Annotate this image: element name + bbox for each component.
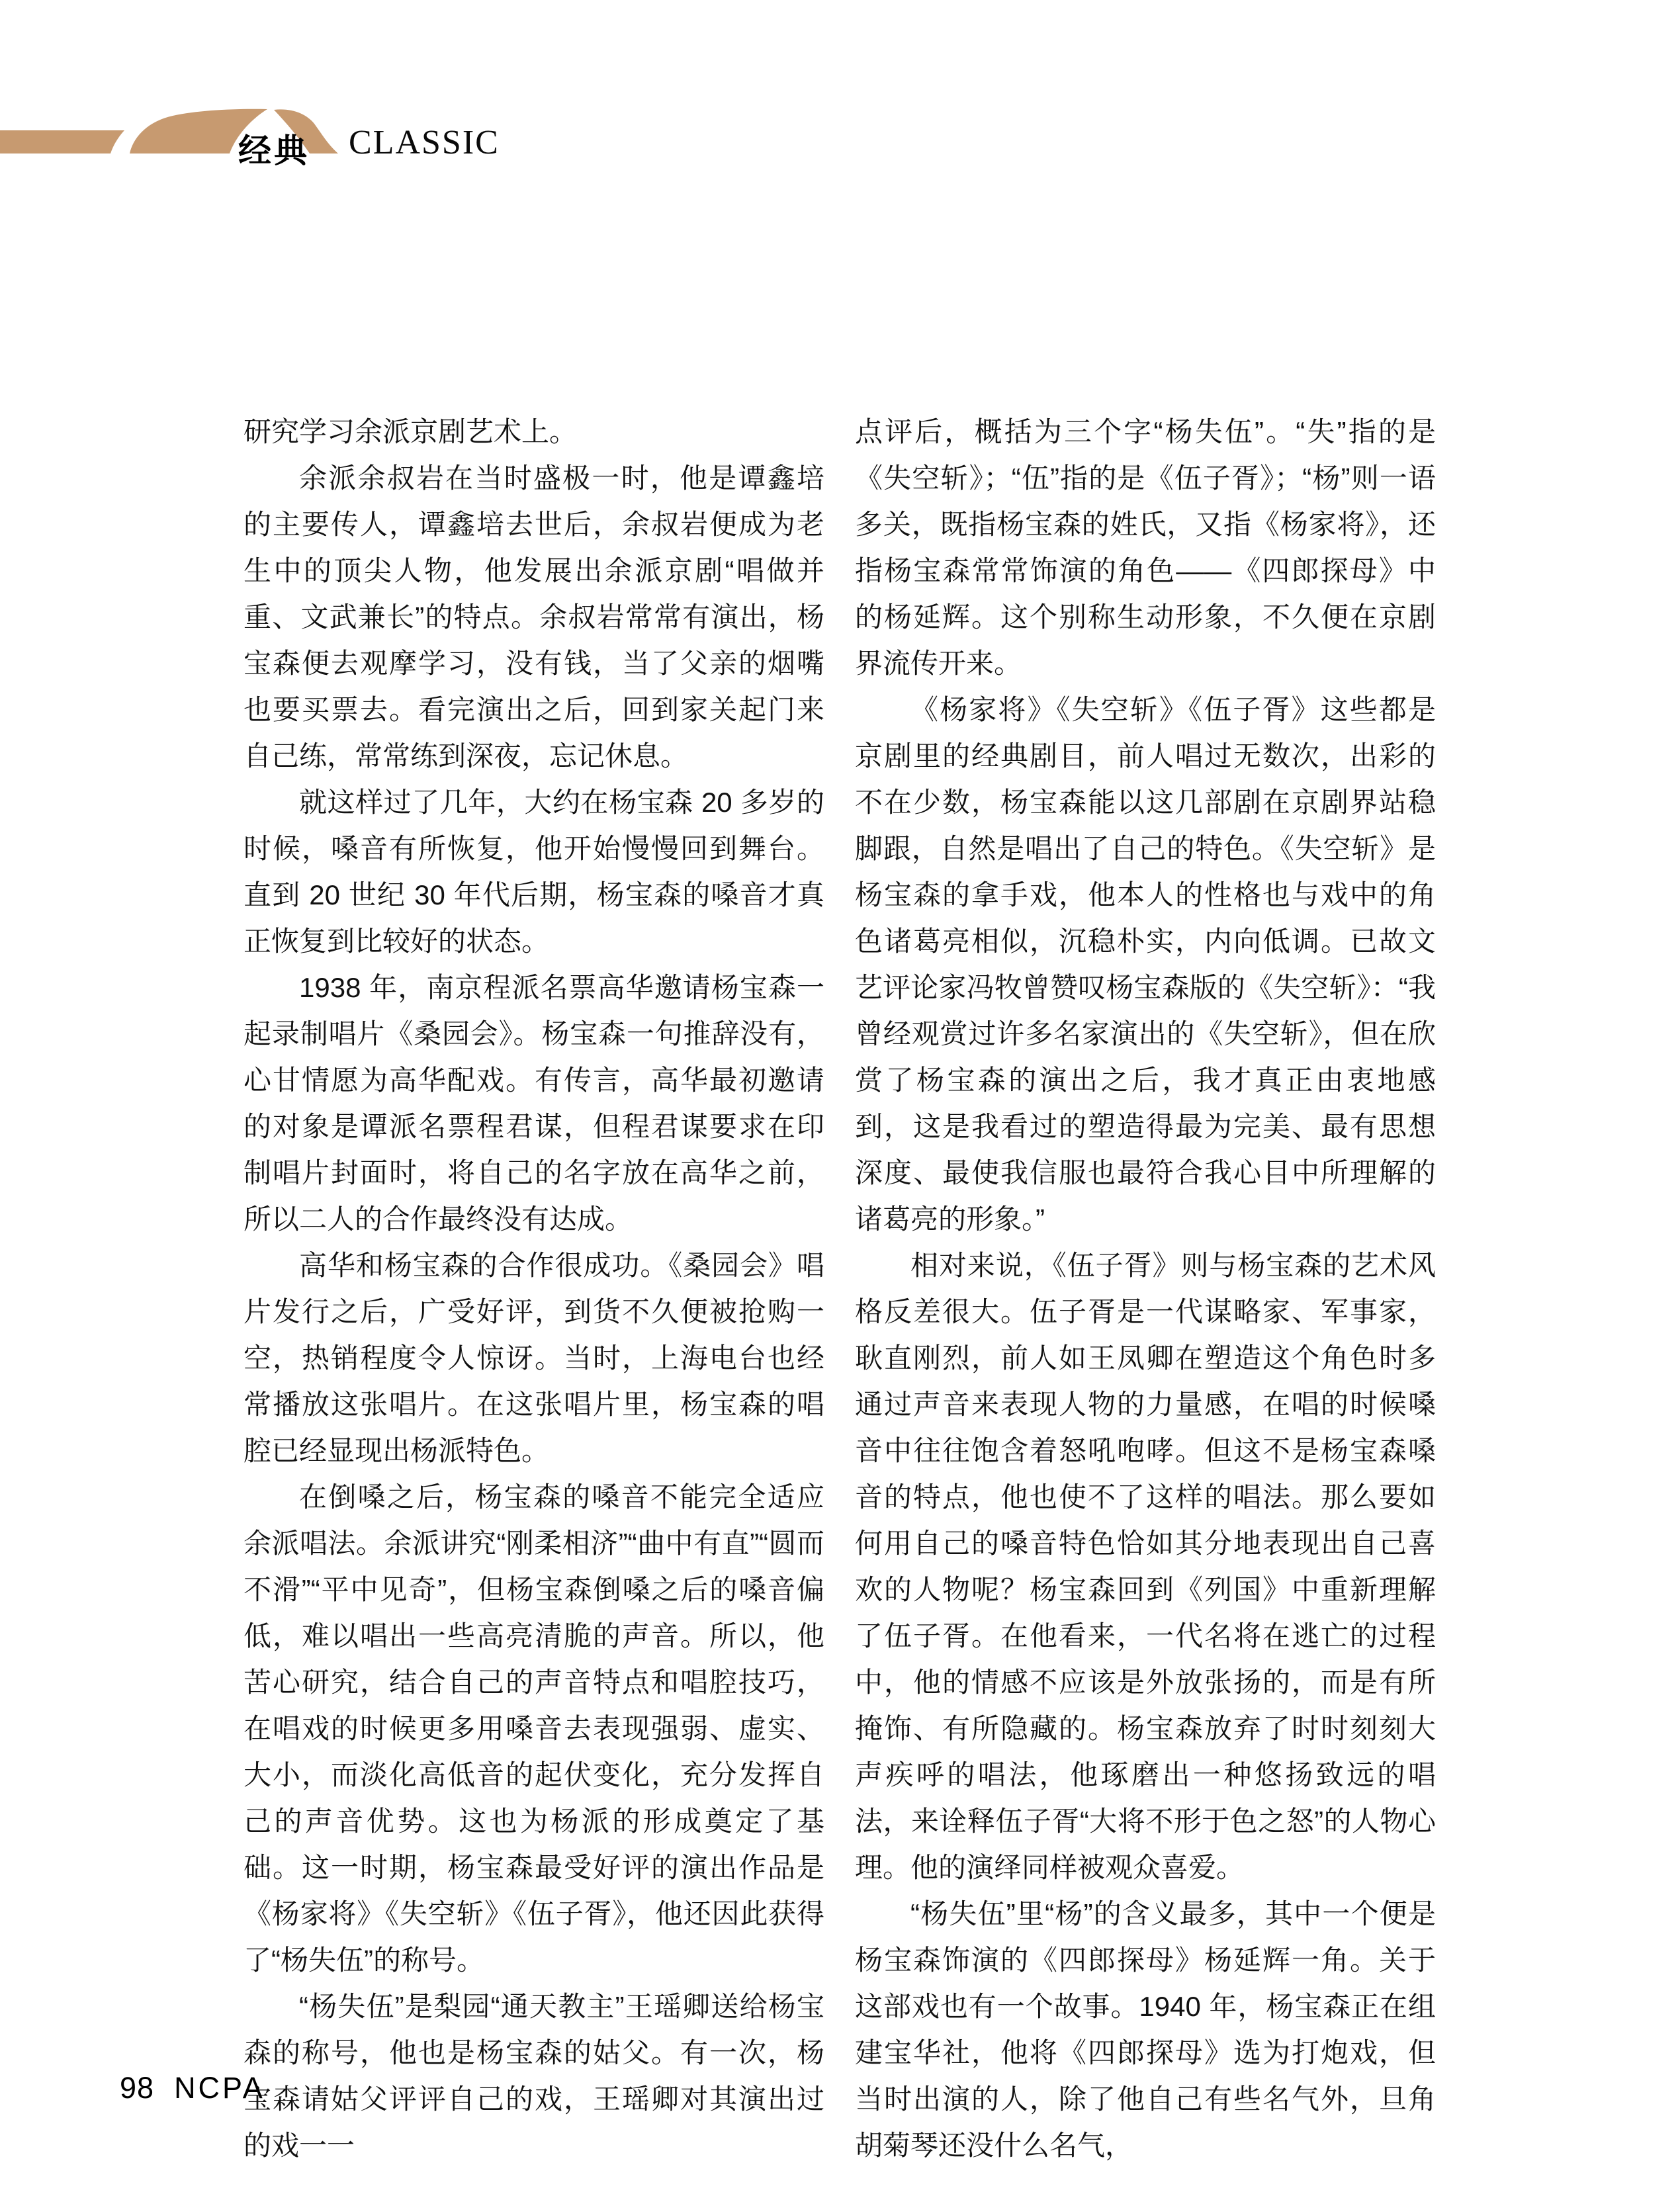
paragraph: 相对来说，《伍子胥》则与杨宝森的艺术风格反差很大。伍子胥是一代谋略家、军事家，耿直刚烈，前人如王凤卿在塑造这个角色时多通过声音来表现人物的力量感，在唱的时候嗓音中往往饱含着怒吼咆哮。但这不是杨宝森嗓音的特点，他也使不了这样的唱法。那么要如何用自己的嗓音特色恰如其分地表现出自己喜欢的人物呢？杨宝森回到《列国》中重新理解了伍子胥。在他看来，一代名将在逃亡的过程中，他的情感不应该是外放张扬的，而是有所掩饰、有所隐藏的。杨宝森放弃了时时刻刻大声疾呼的唱法，他琢磨出一种悠扬致远的唱法，来诠释伍子胥“大将不形于色之怒”的人物心理。他的演绎同样被观众喜爱。: [855, 1250, 1436, 1883]
paragraph: 研究学习余派京剧艺术上。: [243, 416, 578, 447]
page-footer: [120, 2071, 265, 2105]
section-title-cn: 经典: [238, 132, 310, 169]
paragraph: 在倒嗓之后，杨宝森的嗓音不能完全适应余派唱法。余派讲究“刚柔相济”“曲中有直”“圆而不滑”“平中见奇”，但杨宝森倒嗓之后的嗓音偏低，难以唱出一些高亮清脆的声音。所以，他苦心研究，结合自己的声音特点和唱腔技巧，在唱戏的时候更多用嗓音去表现强弱、虚实、大小，而淡化高低音的起伏变化，充分发挥自己的声音优势。这也为杨派的形成奠定了基础。这一时期，杨宝森最受好评的演出作品是《杨家将》《失空斩》《伍子胥》，他还因此获得了“杨失伍”的称号。: [243, 1481, 824, 1976]
paragraph: 余派余叔岩在当时盛极一时，他是谭鑫培的主要传人，谭鑫培去世后，余叔岩便成为老生中的顶尖人物，他发展出余派京剧“唱做并重、文武兼长”的特点。余叔岩常常有演出，杨宝森便去观摩学习，没有钱，当了父亲的烟嘴也要买票去。看完演出之后，回到家关起门来自己练，常常练到深夜，忘记休息。: [243, 462, 824, 771]
paragraph: 高华和杨宝森的合作很成功。《桑园会》唱片发行之后，广受好评，到货不久便被抢购一空，热销程度令人惊讶。当时，上海电台也经常播放这张唱片。在这张唱片里，杨宝森的唱腔已经显现出杨派特色。: [243, 1250, 824, 1466]
section-title-en: CLASSIC: [349, 124, 500, 161]
paragraph: 就这样过了几年，大约在杨宝森 20 多岁的时候，嗓音有所恢复，他开始慢慢回到舞台。直到 20 世纪 30 年代后期，杨宝森的嗓音才真正恢复到比较好的状态。: [243, 787, 824, 957]
page-number: 98: [120, 2071, 155, 2105]
paragraph: “杨失伍”是梨园“通天教主”王瑶卿送给杨宝森的称号，他也是杨宝森的姑父。有一次，杨宝森请姑父评评自己的戏，王瑶卿对其演出过的戏一一: [243, 1991, 824, 2161]
article-column-right: [855, 409, 1436, 2169]
paragraph: “杨失伍”里“杨”的含义最多，其中一个便是杨宝森饰演的《四郎探母》杨延辉一角。关于这部戏也有一个故事。1940 年，杨宝森正在组建宝华社，他将《四郎探母》选为打炮戏，但当时出演的人，除了他自己有些名气外，旦角胡菊琴还没什么名气，: [855, 1898, 1436, 2161]
paragraph: 《杨家将》《失空斩》《伍子胥》这些都是京剧里的经典剧目，前人唱过无数次，出彩的不在少数，杨宝森能以这几部剧在京剧界站稳脚跟，自然是唱出了自己的特色。《失空斩》是杨宝森的拿手戏，他本人的性格也与戏中的角色诸葛亮相似，沉稳朴实，内向低调。已故文艺评论家冯牧曾赞叹杨宝森版的《失空斩》：“我曾经观赏过许多名家演出的《失空斩》，但在欣赏了杨宝森的演出之后，我才真正由衷地感到，这是我看过的塑造得最为完美、最有思想深度、最使我信服也最符合我心目中所理解的诸葛亮的形象。”: [855, 694, 1436, 1235]
paragraph: 1938 年，南京程派名票高华邀请杨宝森一起录制唱片《桑园会》。杨宝森一句推辞没有，心甘情愿为高华配戏。有传言，高华最初邀请的对象是谭派名票程君谋，但程君谋要求在印制唱片封面时，将自己的名字放在高华之前，所以二人的合作最终没有达成。: [243, 972, 824, 1235]
paragraph: 点评后，概括为三个字“杨失伍”。“失”指的是《失空斩》；“伍”指的是《伍子胥》；“杨”则一语多关，既指杨宝森的姓氏，又指《杨家将》，还指杨宝森常常饰演的角色——《四郎探母》中的杨延辉。这个别称生动形象，不久便在京剧界流传开来。: [855, 416, 1436, 679]
logo-bar-shape: [0, 130, 124, 153]
article-column-left: [243, 409, 824, 2169]
magazine-name: NCPA: [174, 2071, 265, 2105]
